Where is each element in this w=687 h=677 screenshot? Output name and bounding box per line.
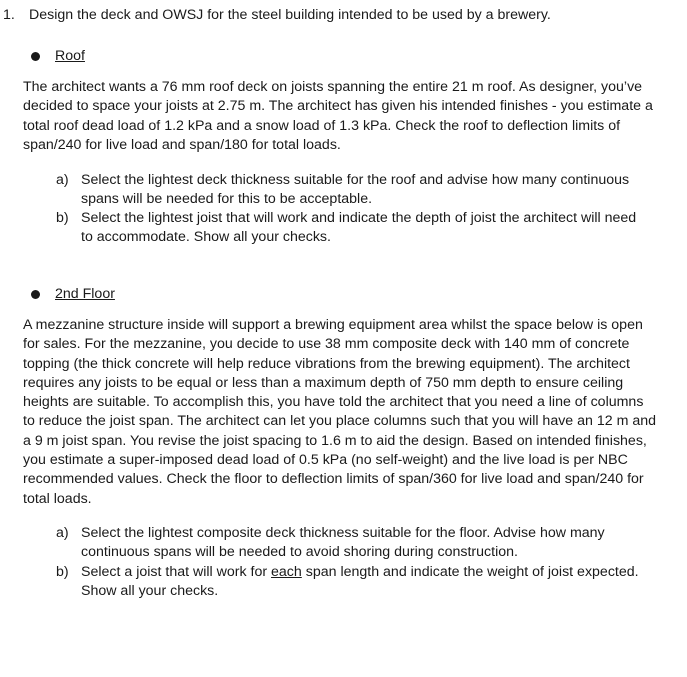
item-line: to accommodate. Show all your checks. <box>81 229 331 246</box>
item-line: Select the lightest composite deck thickness suitable for the floor. Advise how many <box>81 525 605 541</box>
roof-paragraph <box>23 78 673 155</box>
floor-item-a-text <box>81 524 671 563</box>
item-line <box>81 563 671 582</box>
item-line: spans will be needed for this to be acceptable. <box>81 191 373 208</box>
bullet-icon <box>31 290 40 299</box>
paragraph-line: to reduce the joist span. The architect can let you place columns such that you will have an 12 m and <box>23 413 657 430</box>
floor-paragraph <box>23 316 673 509</box>
roof-item-a-letter: a) <box>56 172 69 188</box>
paragraph-line: a 9 m joist span. You revise the joist spacing to 1.6 m to aid the design. Based on intended finishes, <box>23 432 647 449</box>
roof-item-b-letter: b) <box>56 210 69 226</box>
paragraph-line: span/240 for live load and span/180 for total loads. <box>23 136 341 153</box>
paragraph-line: you estimate a super-imposed dead load of 0.5 kPa (no self-weight) and the live load is per NBC <box>23 452 628 469</box>
item-line: Select the lightest joist that will work and indicate the depth of joist the architect will need <box>81 210 637 226</box>
roof-item-b-text <box>81 209 671 248</box>
floor-heading: 2nd Floor <box>55 286 115 302</box>
paragraph-line: The architect wants a 76 mm roof deck on joists spanning the entire 21 m roof. As designer, you’ve <box>23 79 643 95</box>
floor-item-a-letter: a) <box>56 525 69 541</box>
question-title: Design the deck and OWSJ for the steel building intended to be used by a brewery. <box>29 7 551 23</box>
item-line: continuous spans will be needed to avoid shoring during construction. <box>81 544 518 561</box>
roof-heading: Roof <box>55 48 85 64</box>
paragraph-line: recommended values. Check the floor to deflection limits of span/360 for live load and span/240 for <box>23 471 644 488</box>
item-line: Show all your checks. <box>81 583 219 600</box>
floor-item-b-letter: b) <box>56 564 69 580</box>
emphasis-text: each <box>271 564 302 580</box>
paragraph-line: A mezzanine structure inside will support a brewing equipment area whilst the space below is open <box>23 317 643 333</box>
question-number: 1. <box>3 7 15 23</box>
bullet-icon <box>31 52 40 61</box>
item-text: span length and indicate the weight of joist expected. <box>301 564 639 580</box>
paragraph-line: topping (the thick concrete will help reduce vibrations from the brewing equipment). The architect <box>23 355 630 372</box>
item-line: Select the lightest deck thickness suitable for the roof and advise how many continuous <box>81 172 630 188</box>
paragraph-line: total loads. <box>23 490 92 507</box>
paragraph-line: requires any joists to be equal or less than a maximum depth of 750 mm depth to ensure ceiling <box>23 374 624 391</box>
paragraph-line: decided to space your joists at 2.75 m. The architect has given his intended finishes - you estimate a <box>23 98 653 115</box>
item-text: Select a joist that will work for <box>81 564 272 580</box>
roof-item-a-text <box>81 171 671 210</box>
paragraph-line: heights are suitable. To accomplish this, you have told the architect that you need a line of columns <box>23 394 644 411</box>
floor-item-b-text <box>81 563 671 602</box>
paragraph-line: for sales. For the mezzanine, you decide to use 38 mm composite deck with 140 mm of concrete <box>23 336 630 353</box>
paragraph-line: total roof dead load of 1.2 kPa and a snow load of 1.3 kPa. Check the roof to deflection limits of <box>23 117 621 134</box>
